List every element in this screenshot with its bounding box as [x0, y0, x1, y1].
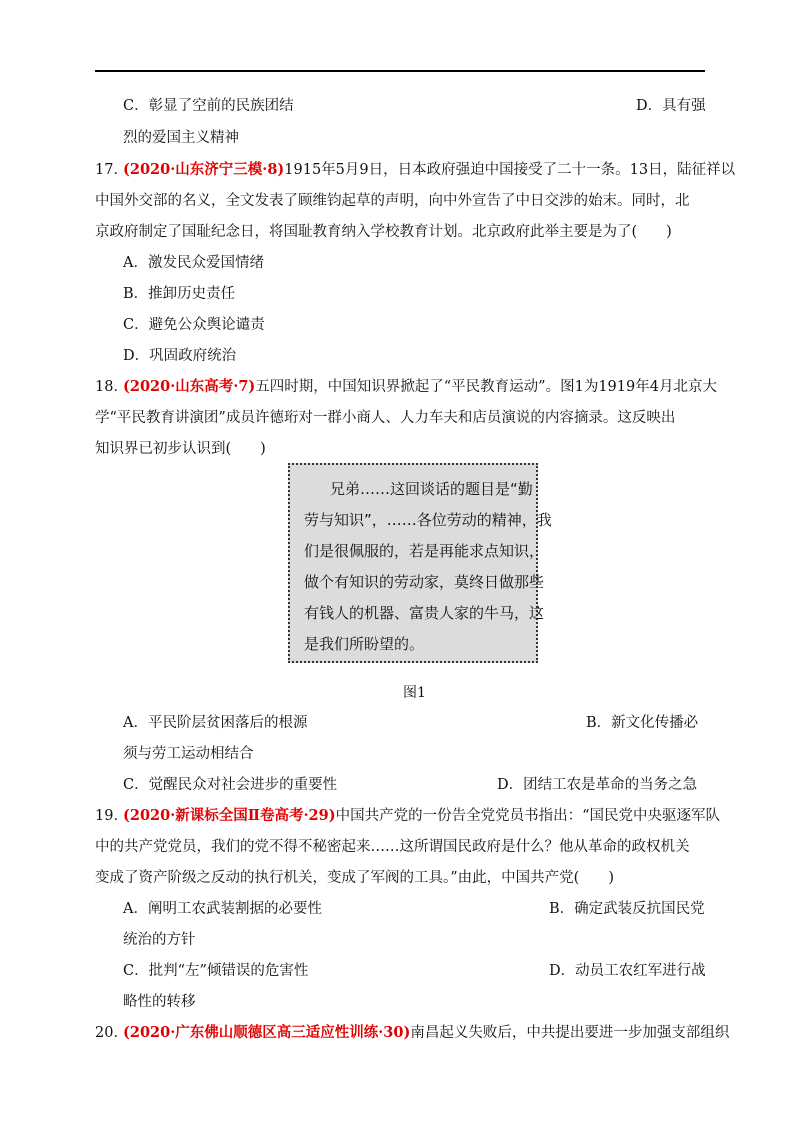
q19-option-a: A．阐明工农武装割据的必要性: [123, 901, 322, 917]
q20-stem-line-1: [123, 1023, 729, 1043]
q17-number: 17．: [95, 162, 128, 178]
figure-line: 劳与知识”，……各位劳动的精神，我: [304, 511, 552, 529]
q17-option-a: A．激发民众爱国情绪: [123, 255, 264, 271]
q18-option-b-continued: 须与劳工运动相结合: [123, 746, 254, 762]
figure-line: 是我们所盼望的。: [304, 635, 425, 653]
q19-source: (2020·新课标全国Ⅱ卷高考·29): [123, 807, 336, 824]
figure-line: 们是很佩服的，若是再能求点知识，: [304, 542, 545, 560]
q18-number: 18．: [95, 379, 128, 395]
q18-option-b: B．新文化传播必: [586, 715, 699, 731]
q18-option-c: C．觉醒民众对社会进步的重要性: [123, 777, 338, 793]
q18-option-d: D．团结工农是革命的当务之急: [497, 777, 698, 793]
q18-option-a: A．平民阶层贫困落后的根源: [123, 715, 308, 731]
figure-1-quote-box: [288, 463, 552, 663]
figure-line: 有钱人的机器、富贵人家的牛马，这: [304, 604, 545, 622]
q18-source: (2020·山东高考·7): [123, 378, 256, 395]
q19-stem-text-1: 中国共产党的一份告全党党员书指出：“国民党中央驱逐军队: [335, 808, 720, 824]
q16-option-d-continued: 烈的爱国主义精神: [123, 130, 239, 146]
q17-option-c: C．避免公众舆论谴责: [123, 317, 265, 333]
q19-stem-line-3: 变成了资产阶级之反动的执行机关，变成了军阀的工具。”由此，中国共产党( ): [95, 870, 614, 886]
q19-option-b: B．确定武装反抗国民党: [549, 901, 705, 917]
q18-stem-line-3: 知识界已初步认识到( ): [95, 441, 266, 457]
q19-option-d-continued: 略性的转移: [123, 994, 196, 1010]
q16-option-c: C．彰显了空前的民族团结: [123, 98, 294, 114]
q19-stem-line-2: 中的共产党党员，我们的党不得不秘密起来……这所谓国民政府是什么？他从革命的政权机关: [95, 839, 690, 855]
q19-option-c: C．批判“左”倾错误的危害性: [123, 963, 309, 979]
figure-line: 做个有知识的劳动家，莫终日做那些: [304, 573, 545, 591]
q20-source: (2020·广东佛山顺德区高三适应性训练·30): [123, 1024, 411, 1041]
q20-number: 20．: [95, 1025, 128, 1041]
q17-stem-line-3: 京政府制定了国耻纪念日，将国耻教育纳入学校教育计划。北京政府此举主要是为了( ): [95, 224, 672, 240]
q17-stem-line-1: [123, 160, 735, 180]
q20-stem-text-1: 南昌起义失败后，中共提出要进一步加强支部组织: [410, 1025, 730, 1041]
q17-option-d: D．巩固政府统治: [123, 348, 237, 364]
q18-stem-text-1: 五四时期，中国知识界掀起了“平民教育运动”。图1为1919年4月北京大: [255, 379, 717, 395]
q19-option-b-continued: 统治的方针: [123, 932, 196, 948]
q18-stem-line-1: [123, 377, 717, 397]
figure-line: 兄弟……这回谈话的题目是“勤: [330, 480, 533, 498]
q19-option-d: D．动员工农红军进行战: [549, 963, 706, 979]
q17-stem-line-2: 中国外交部的名义，全文发表了顾维钧起草的声明，向中外宣告了中日交涉的始末。同时，北: [95, 193, 690, 209]
q17-stem-text-1: 1915年5月9日，日本政府强迫中国接受了二十一条。13日，陆征祥以: [284, 162, 736, 178]
q16-option-d: D．具有强: [636, 98, 706, 114]
q18-stem-line-2: 学“平民教育讲演团”成员许德珩对一群小商人、人力车夫和店员演说的内容摘录。这反映出: [95, 410, 676, 426]
q17-source: (2020·山东济宁三模·8): [123, 161, 285, 178]
q17-option-b: B．推卸历史责任: [123, 286, 236, 302]
q19-stem-line-1: [123, 806, 720, 826]
q19-number: 19．: [95, 808, 128, 824]
header-rule: [95, 70, 705, 72]
figure-caption: 图1: [403, 685, 426, 701]
